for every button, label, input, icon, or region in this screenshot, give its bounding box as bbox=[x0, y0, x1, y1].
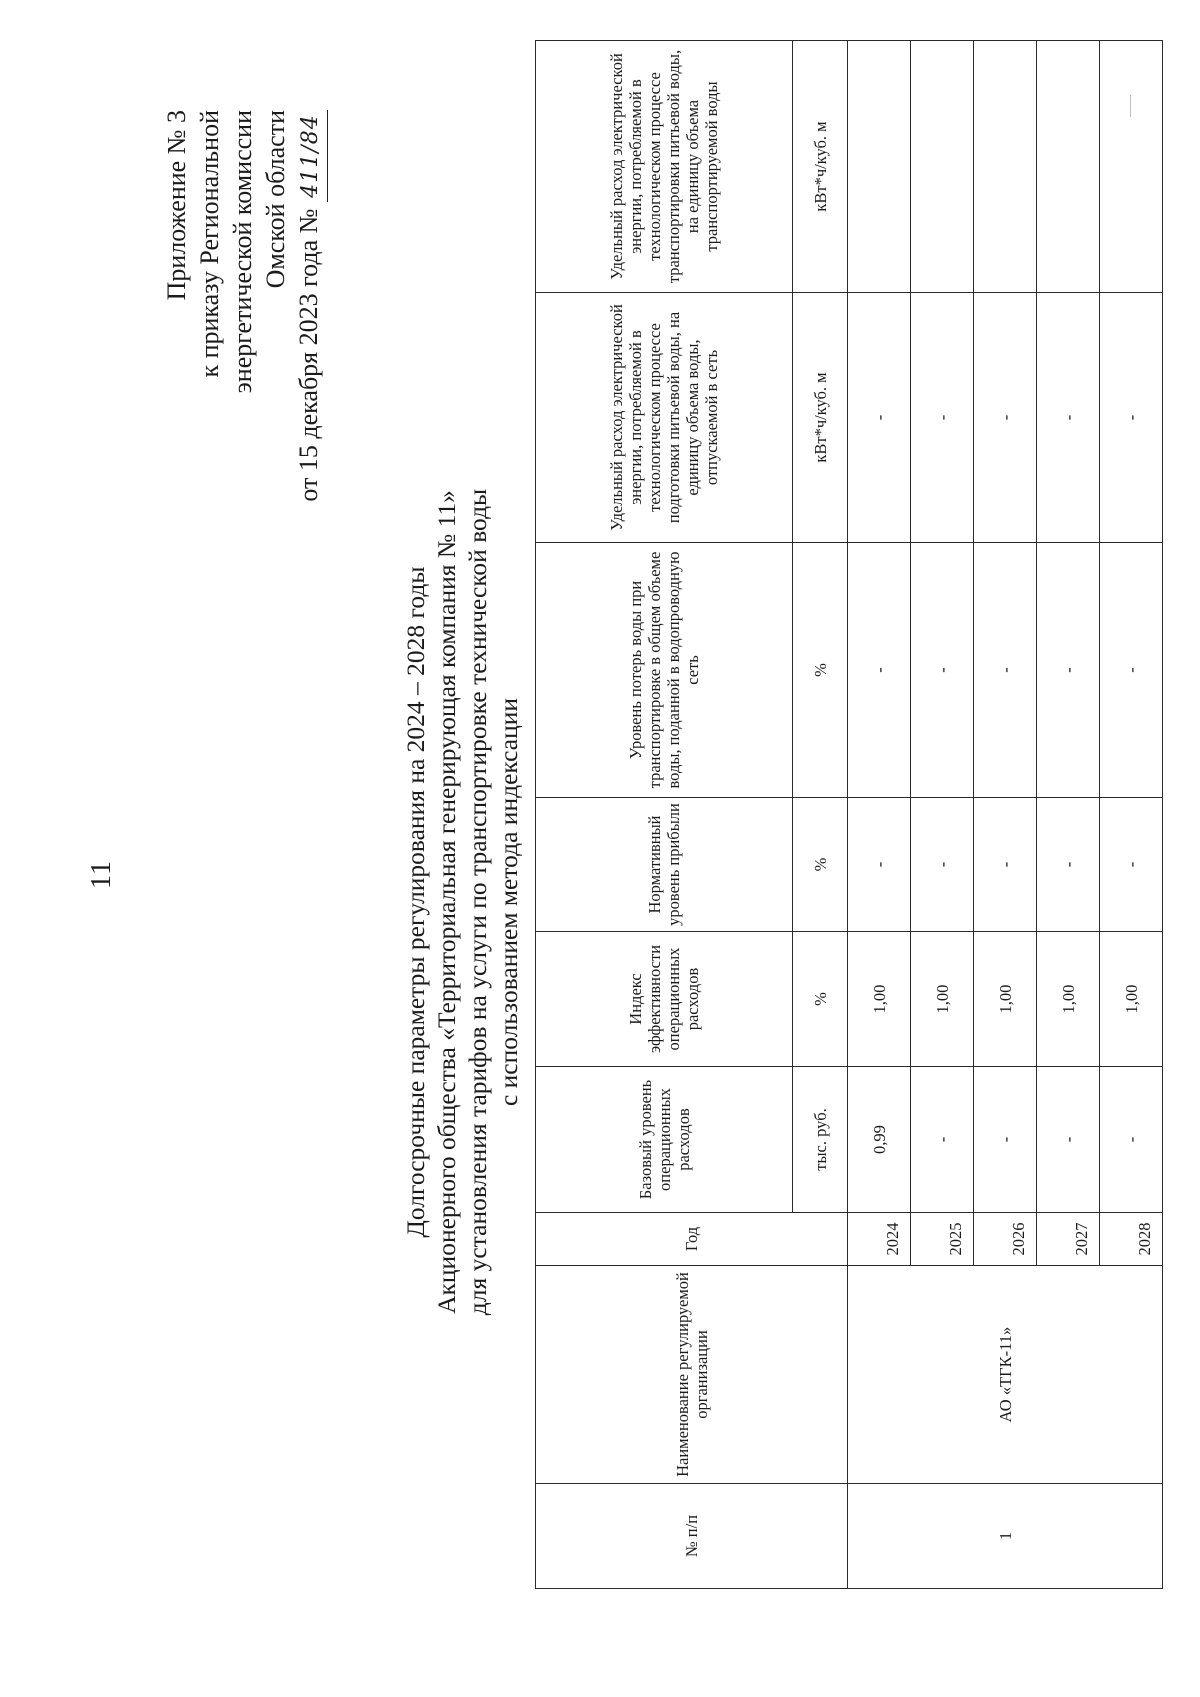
parameters-table bbox=[535, 40, 1163, 1589]
profit-level-cell: - bbox=[848, 798, 911, 932]
row-number: 1 bbox=[848, 1484, 1163, 1589]
loss-level-cell: - bbox=[1100, 543, 1163, 798]
efficiency-index-cell: 1,00 bbox=[974, 932, 1037, 1067]
scan-artifact bbox=[1130, 95, 1131, 117]
energy-transport-cell bbox=[1100, 41, 1163, 293]
appendix-line: к приказу Региональной bbox=[195, 110, 224, 378]
energy-transport-cell bbox=[974, 41, 1037, 293]
year-cell: 2024 bbox=[848, 1213, 911, 1266]
header-num: № п/п bbox=[536, 1484, 848, 1589]
header-year: Год bbox=[536, 1213, 848, 1266]
header-efficiency-index: Индекс эффективности операционных расходов bbox=[536, 932, 793, 1067]
document-title bbox=[400, 327, 524, 1477]
energy-transport-cell bbox=[1037, 41, 1100, 293]
profit-level-cell: - bbox=[1037, 798, 1100, 932]
base-level-cell: - bbox=[974, 1067, 1037, 1213]
year-cell: 2028 bbox=[1100, 1213, 1163, 1266]
loss-level-cell: - bbox=[911, 543, 974, 798]
header-loss-level: Уровень потерь воды при транспортировке в общем объеме воды, поданной в водопроводную сеть bbox=[536, 543, 793, 798]
energy-transport-cell bbox=[911, 41, 974, 293]
unit-efficiency-index: % bbox=[793, 932, 848, 1067]
title-line: с использованием метода индексации bbox=[494, 697, 523, 1107]
loss-level-cell: - bbox=[974, 543, 1037, 798]
header-energy-transport: Удельный расход электрической энергии, потребляемой в технологическом процессе транспортировки питьевой воды, на единицу объема транспортируемой воды bbox=[536, 41, 793, 293]
order-date-text: от 15 декабря 2023 года № bbox=[294, 208, 323, 502]
unit-loss-level: % bbox=[793, 543, 848, 798]
year-cell: 2027 bbox=[1037, 1213, 1100, 1266]
energy-preparation-cell: - bbox=[911, 293, 974, 543]
header-row bbox=[536, 41, 793, 1589]
order-date-line bbox=[292, 110, 328, 502]
profit-level-cell: - bbox=[974, 798, 1037, 932]
base-level-cell: 0,99 bbox=[848, 1067, 911, 1213]
header-profit-level: Нормативный уровень прибыли bbox=[536, 798, 793, 932]
header-base-level: Базовый уровень операционных расходов bbox=[536, 1067, 793, 1213]
organization-name: АО «ТГК-11» bbox=[848, 1266, 1163, 1484]
appendix-line: Приложение № 3 bbox=[162, 110, 191, 301]
energy-transport-cell bbox=[848, 41, 911, 293]
loss-level-cell: - bbox=[1037, 543, 1100, 798]
unit-profit-level: % bbox=[793, 798, 848, 932]
year-cell: 2025 bbox=[911, 1213, 974, 1266]
unit-energy-transport: кВт*ч/куб. м bbox=[793, 41, 848, 293]
efficiency-index-cell: 1,00 bbox=[848, 932, 911, 1067]
energy-preparation-cell: - bbox=[1037, 293, 1100, 543]
unit-energy-preparation: кВт*ч/куб. м bbox=[793, 293, 848, 543]
efficiency-index-cell: 1,00 bbox=[1100, 932, 1163, 1067]
title-line: Долгосрочные параметры регулирования на 2024 – 2028 годы bbox=[401, 566, 430, 1238]
energy-preparation-cell: - bbox=[974, 293, 1037, 543]
title-line: для установления тарифов на услуги по транспортировке технической воды bbox=[463, 488, 492, 1316]
title-line: Акционерного общества «Территориальная генерирующая компания № 11» bbox=[432, 490, 461, 1314]
unit-base-level: тыс. руб. bbox=[793, 1067, 848, 1213]
appendix-block bbox=[160, 110, 328, 502]
profit-level-cell: - bbox=[1100, 798, 1163, 932]
efficiency-index-cell: 1,00 bbox=[911, 932, 974, 1067]
base-level-cell: - bbox=[1037, 1067, 1100, 1213]
handwritten-order-number: 411/84 bbox=[294, 110, 328, 202]
appendix-line: Омской области bbox=[261, 110, 290, 289]
appendix-line: энергетической комиссии bbox=[228, 110, 257, 394]
year-cell: 2026 bbox=[974, 1213, 1037, 1266]
page-number: 11 bbox=[86, 860, 117, 889]
energy-preparation-cell: - bbox=[848, 293, 911, 543]
efficiency-index-cell: 1,00 bbox=[1037, 932, 1100, 1067]
base-level-cell: - bbox=[911, 1067, 974, 1213]
table-row bbox=[848, 41, 911, 1589]
energy-preparation-cell: - bbox=[1100, 293, 1163, 543]
loss-level-cell: - bbox=[848, 543, 911, 798]
header-organization: Наименование регулируемой организации bbox=[536, 1266, 848, 1484]
profit-level-cell: - bbox=[911, 798, 974, 932]
base-level-cell: - bbox=[1100, 1067, 1163, 1213]
header-energy-preparation: Удельный расход электрической энергии, потребляемой в технологическом процессе подготовки питьевой воды, на единицу объема воды, отпускаемой в сеть bbox=[536, 293, 793, 543]
